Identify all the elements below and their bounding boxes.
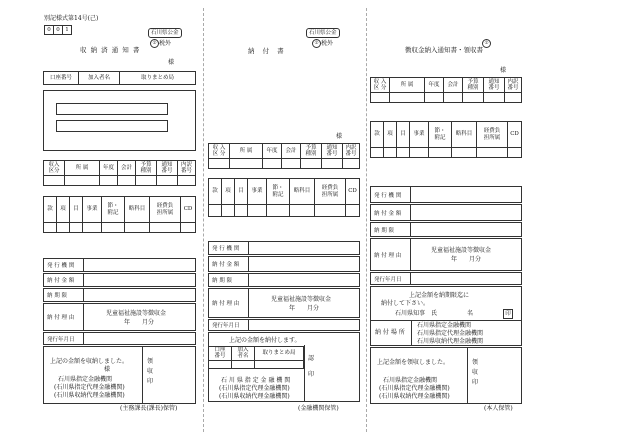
code-header: 内訳 番号	[343, 144, 360, 159]
item-header: 略科目	[452, 122, 477, 148]
col1-issuer-row	[43, 258, 196, 272]
item-header: 節・ 附記	[102, 197, 125, 223]
reason-text: 児童福祉施設等徴収金	[431, 247, 492, 254]
col2-deadline-row[interactable]	[208, 273, 360, 287]
item-header: 経費負 担所属	[315, 179, 346, 205]
payment-place-label: 納 付 場 所	[375, 329, 405, 336]
item-header: 事業	[248, 179, 267, 205]
item-header: 節・ 附記	[267, 179, 290, 205]
reason-text: 児童福祉施設等徴収金	[271, 296, 332, 303]
pref-public-tag-2: 石川県公金	[306, 28, 340, 38]
deadline-label: 納 期 限	[209, 274, 249, 286]
number-box: 0	[44, 25, 54, 35]
col2-item-table	[208, 178, 360, 217]
mini-header: 口座 番号	[209, 347, 232, 361]
received-text: 上記金額を領収しました。	[377, 359, 450, 366]
code-header: 通知 番号	[484, 78, 505, 93]
form-number: 別記様式第14号(己)	[44, 15, 99, 22]
col3-receipt-box	[370, 347, 522, 404]
col1-reason-row	[43, 303, 196, 331]
reason-label: 納 付 理 由	[371, 239, 411, 270]
bank-line: (石川県指定代理金融機関)	[379, 385, 450, 392]
place-bank-line: 石川県収納代理金融機関	[417, 338, 484, 345]
tax-excluded-mark-2: ② 税外	[312, 39, 333, 48]
item-header: 項	[222, 179, 235, 205]
subscriber-name-header: 加入者名	[79, 72, 120, 85]
item-header: 項	[57, 197, 70, 223]
col1-amount-row[interactable]	[43, 273, 196, 287]
number-box: 1	[63, 25, 72, 35]
col3-amount-row[interactable]	[370, 204, 522, 221]
item-header: 経費負 担所属	[477, 122, 508, 148]
place-bank-line: 石川県指定金融機関	[417, 322, 472, 329]
reason-label: 納 付 理 由	[209, 289, 249, 317]
mini-header: 加入 者名	[232, 347, 255, 361]
number-box: 0	[54, 25, 63, 35]
place-bank-line: 石川県指定代理金融機関	[417, 330, 484, 337]
cut-line-2	[366, 8, 367, 432]
governor-seal: 印	[503, 309, 513, 319]
col1-item-table	[43, 196, 196, 233]
col3-issue-date-row	[370, 272, 522, 285]
col3-issuer-row	[370, 186, 522, 203]
code-header: 内訳 番号	[178, 161, 196, 176]
code-header: 所 属	[65, 161, 100, 176]
col1-title: 収 納 済 通 知 書	[80, 46, 141, 54]
bank-line: (石川県収納代理金融機関)	[219, 393, 290, 400]
code-header: 収 入 区 分	[371, 78, 390, 93]
col2-mini-account-table	[208, 346, 304, 369]
col2-keeper: (金融機関保管)	[298, 405, 339, 412]
col1-code-table	[43, 160, 196, 186]
col1-keeper: (主務課長(課長)保管)	[120, 405, 178, 412]
reason-label: 納 付 理 由	[44, 304, 84, 330]
notice-text-2: 納付して下さい。	[381, 300, 430, 307]
col1-address-field[interactable]	[56, 103, 168, 115]
col2-payment-box	[208, 332, 360, 402]
deadline-label: 納 期 限	[44, 289, 84, 301]
code-header: 会計	[444, 78, 463, 93]
item-header: 款	[209, 179, 222, 205]
col1-sama: 様	[168, 59, 175, 66]
item-header: 経費負 担所属	[150, 197, 181, 223]
issue-date-label: 発行年月日	[209, 320, 249, 330]
item-header: 項	[384, 122, 397, 148]
code-header: 予算 種別	[463, 78, 484, 93]
col2-reason-row	[208, 288, 360, 318]
col3-keeper: (本人保管)	[484, 405, 513, 412]
col3-reason-row	[370, 238, 522, 271]
receipt-stamp-label: 領 収 印	[472, 359, 479, 386]
issue-date-label: 発行年月日	[44, 333, 84, 344]
item-header: 目	[70, 197, 83, 223]
received-text: 上記の金額を収納しました。	[50, 358, 129, 365]
item-header: 款	[44, 197, 57, 223]
col1-deadline-row[interactable]	[43, 288, 196, 302]
bank-line: (石川県収納代理金融機関)	[379, 393, 450, 400]
bank-line: (石川県収納代理金融機関)	[54, 392, 125, 399]
code-header: 年度	[263, 144, 282, 159]
year-month-text: 年 月分	[289, 305, 320, 312]
deadline-label: 納 期 限	[371, 223, 411, 236]
bank-line: (石川県指定代理金融機関)	[219, 385, 290, 392]
bank-line: 石川県指定金融機関	[383, 377, 438, 384]
tax-excluded-mark: ② 税外	[150, 39, 171, 48]
col3-title: 徴収金納入通知書・領収書	[405, 46, 483, 54]
col1-receipt-box	[43, 346, 196, 404]
item-header: 款	[371, 122, 384, 148]
amount-label: 納 付 金 額	[371, 205, 411, 220]
notice-text-1: 上記金額を納期限迄に	[409, 292, 470, 299]
pay-text: 上記の金額を納付します。	[229, 337, 301, 344]
code-header: 内訳 番号	[505, 78, 522, 93]
reason-text: 児童福祉施設等徴収金	[106, 310, 167, 317]
account-number-header: 口座番号	[44, 72, 79, 85]
col2-issuer-row	[208, 241, 360, 255]
tax-excluded-mark-3: ②	[482, 39, 491, 48]
item-header: 目	[397, 122, 410, 148]
item-header: CD	[181, 197, 196, 223]
code-header: 予算 種別	[136, 161, 157, 176]
year-month-text: 年 月分	[451, 256, 482, 263]
item-header: 事業	[83, 197, 102, 223]
pref-public-tag: 石川県公金	[148, 28, 182, 38]
col3-notice-box	[370, 286, 522, 346]
item-header: CD	[346, 179, 360, 205]
item-header: 略科目	[125, 197, 150, 223]
receipt-stamp-label: 領 収 印	[147, 358, 154, 385]
col3-deadline-row[interactable]	[370, 222, 522, 237]
collecting-office-header: 取りまとめ局	[120, 72, 196, 85]
item-header: 略科目	[290, 179, 315, 205]
code-header: 通知 番号	[322, 144, 343, 159]
code-header: 年度	[425, 78, 444, 93]
code-header: 会計	[282, 144, 301, 159]
code-header: 会計	[118, 161, 136, 176]
approval-stamp-label: 認 印	[308, 355, 315, 378]
code-header: 予算 種別	[301, 144, 322, 159]
code-header: 所 属	[390, 78, 425, 93]
item-header: 事業	[410, 122, 429, 148]
code-header: 所 属	[230, 144, 263, 159]
col1-issue-date-row	[43, 332, 196, 345]
receipt-sama: 様	[104, 366, 111, 373]
year-month-text: 年 月分	[124, 319, 155, 326]
item-header: CD	[508, 122, 522, 148]
col2-sama: 様	[336, 133, 343, 140]
col3-sama: 様	[500, 67, 507, 74]
col2-code-table	[208, 143, 360, 169]
col2-amount-row[interactable]	[208, 256, 360, 272]
bank-line: (石川県指定代理金融機関)	[54, 384, 125, 391]
issuer-label: 発 行 機 関	[44, 259, 84, 271]
item-header: 目	[235, 179, 248, 205]
number-boxes	[44, 25, 72, 35]
code-header: 通知 番号	[157, 161, 178, 176]
issuer-label: 発 行 機 関	[209, 242, 249, 254]
governor-name: 石川県知事 氏 名	[395, 310, 474, 317]
col1-account-table	[43, 71, 196, 85]
bank-line: 石川県指定金融機関	[58, 376, 113, 383]
amount-label: 納 付 金 額	[44, 274, 84, 286]
code-header: 年度	[100, 161, 118, 176]
code-header: 収 入 区 分	[209, 144, 230, 159]
col1-name-field[interactable]	[56, 120, 168, 132]
issuer-label: 発 行 機 関	[371, 187, 411, 202]
cut-line-1	[203, 8, 204, 432]
col2-issue-date-row	[208, 319, 360, 331]
col3-item-table	[370, 121, 522, 158]
issue-date-label: 発行年月日	[371, 273, 411, 284]
amount-label: 納 付 金 額	[209, 257, 249, 271]
col3-code-table	[370, 77, 522, 103]
item-header: 節・ 附記	[429, 122, 452, 148]
col2-title: 納 付 書	[248, 47, 287, 55]
mini-header: 取りまとめ局	[255, 347, 304, 361]
bank-line: 石 川 県 指 定 金 融 機 関	[221, 377, 291, 384]
code-header: 収入 区分	[44, 161, 65, 176]
